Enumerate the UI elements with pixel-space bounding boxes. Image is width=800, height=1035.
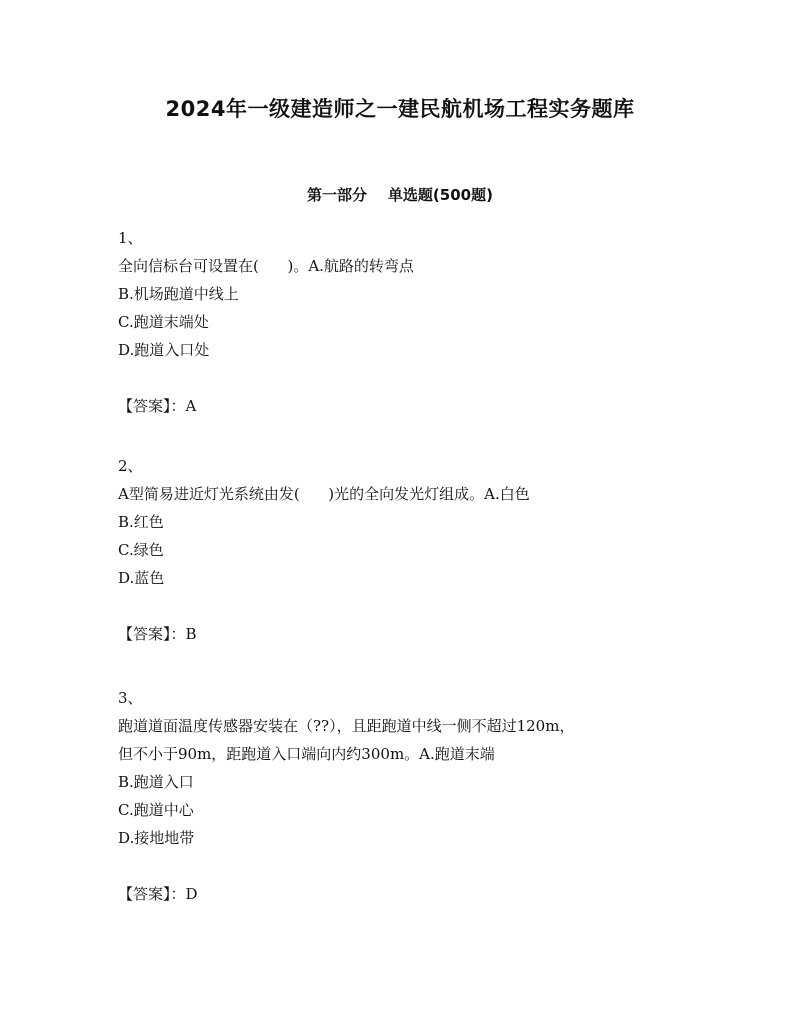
option-d: D.接地地带 [118, 829, 195, 847]
option-d: D.蓝色 [118, 569, 165, 587]
option-c: C.跑道中心 [118, 801, 194, 819]
option-b: B.跑道入口 [118, 773, 194, 791]
question-block [118, 452, 698, 648]
question-stem-continued: 但不小于90m，距跑道入口端向内约300m。A.跑道末端 [118, 745, 495, 763]
question-block [118, 224, 698, 420]
answer-line: 【答案】：B [118, 625, 197, 643]
question-number: 3、 [118, 689, 143, 707]
option-c: C.绿色 [118, 541, 164, 559]
answer-line: 【答案】：A [118, 397, 197, 415]
option-c: C.跑道末端处 [118, 313, 209, 331]
document-title: 2024年一级建造师之一建民航机场工程实务题库 [165, 97, 635, 121]
option-d: D.跑道入口处 [118, 341, 210, 359]
question-stem: 跑道道面温度传感器安装在（??），且距跑道中线一侧不超过120m， [118, 717, 575, 735]
question-stem: A型简易进近灯光系统由发( )光的全向发光灯组成。A.白色 [118, 485, 530, 503]
question-block [118, 684, 698, 908]
question-number: 1、 [118, 229, 143, 247]
answer-line: 【答案】：D [118, 885, 198, 903]
option-b: B.红色 [118, 513, 164, 531]
section-title: 第一部分 单选题(500题) [307, 186, 493, 204]
question-stem: 全向信标台可设置在( )。A.航路的转弯点 [118, 257, 414, 275]
option-b: B.机场跑道中线上 [118, 285, 239, 303]
question-number: 2、 [118, 457, 143, 475]
